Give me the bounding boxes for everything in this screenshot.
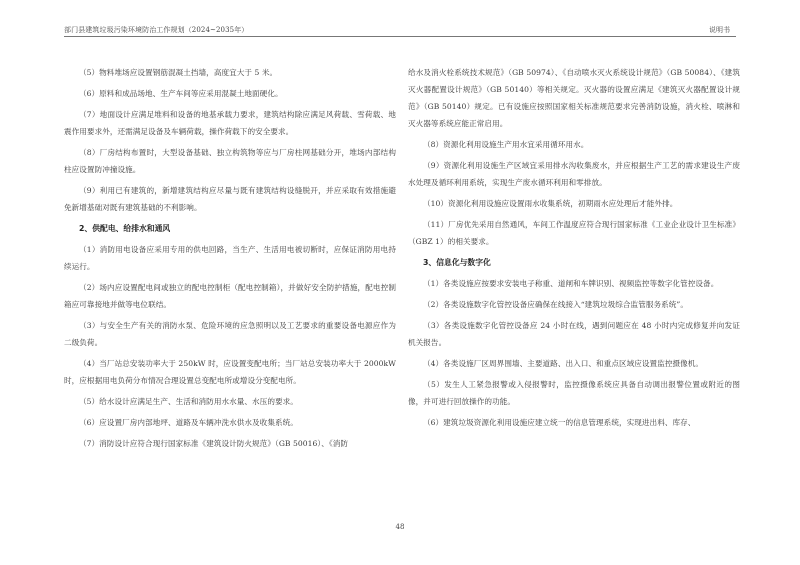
paragraph: （9）资源化利用设施生产区域宜采用排水沟收集废水，并应根据生产工艺的需求建设生产废水处理及循环利用系统，实现生产废水循环利用和零排放。 — [408, 161, 740, 187]
paragraph: （5）给水设计应满足生产、生活和消防用水水量、水压的要求。 — [79, 397, 298, 406]
document-title: 部门县建筑垃圾污染环境防治工作规划（2024~2035年） — [64, 26, 249, 34]
paragraph: （1）消防用电设备应采用专用的供电回路，当生产、生活用电被切断时，应保证消防用电持续运行。 — [64, 245, 396, 271]
left-column — [64, 64, 396, 456]
paragraph: （8）资源化利用设施生产用水宜采用循环用水。 — [423, 140, 589, 149]
paragraph: （2）场内应设置配电间或独立的配电控制柜（配电控制箱），并做好安全防护措施，配电控制箱应可靠接地并做等电位联结。 — [64, 283, 396, 309]
paragraph: （3）各类设施数字化管控设备应 24 小时在线，遇到问题应在 48 小时内完成修复并向发证机关报告。 — [408, 321, 740, 347]
section-label: 说明书 — [709, 26, 730, 34]
paragraph: （4）当厂站总安装功率大于 250kW 时，应设置变配电所；当厂站总安装功率大于 2000kW时，应根据用电负荷分布情况合理设置总变配电所或增设分变配电所。 — [64, 359, 396, 385]
paragraph: （11）厂房优先采用自然通风，车间工作温度应符合现行国家标准《工业企业设计卫生标准》（GBZ 1）的相关要求。 — [408, 220, 740, 246]
paragraph: （4）各类设施厂区周界围墙、主要道路、出入口、和重点区域应设置监控摄像机。 — [423, 359, 704, 368]
paragraph: （7）消防设计应符合现行国家标准《建筑设计防火规范》（GB 50016）、《消防 — [79, 439, 349, 448]
paragraph: （2）各类设施数字化管控设备应确保在线接入“建筑垃圾综合监管服务系统”。 — [423, 300, 688, 309]
paragraph: （3）与安全生产有关的消防水泵、危险环境的应急照明以及工艺要求的重要设备电源应作为二级负荷。 — [64, 321, 396, 347]
paragraph: （1）各类设施应按要求安装电子称重、道闸和车牌识别、视频监控等数字化管控设备。 — [423, 279, 719, 288]
paragraph: （6）应设置厂房内部地坪、道路及车辆冲洗水供水及收集系统。 — [79, 418, 298, 427]
paragraph: （6）原料和成品场地、生产车间等应采用混凝土地面硬化。 — [79, 89, 283, 98]
paragraph: （6）建筑垃圾资源化利用设施应建立统一的信息管理系统，实现进出料、库存、 — [423, 418, 696, 427]
paragraph: （10）资源化利用设施应设置雨水收集系统，初期雨水应处理后才能外排。 — [423, 199, 678, 208]
paragraph: （5）发生人工紧急报警或入侵报警时，监控摄像系统应具备自动调出报警位置或附近的图像，并可进行回放操作的功能。 — [408, 380, 740, 406]
paragraph: （7）地面设计应满足堆料和设备的地基承载力要求，建筑结构除应满足风荷载、雪荷载、地震作用要求外，还需满足设备及车辆荷载，操作荷载下的安全要求。 — [64, 110, 396, 136]
page-number: 48 — [395, 523, 405, 531]
paragraph: 给水及消火栓系统技术规范》（GB 50974）、《自动喷水灭火系统设计规范》（GB 50084）、《建筑灭火器配置设计规范》（GB 50140）等相关规定。灭火器的设置应满足《建筑灭火器配置设计规范》（GB 50140）规定。已有设施应按照国家相关标准规范要求完善消防设施，消火栓、喷淋和灭火器等系统应能正常启用。 — [408, 68, 740, 128]
header-divider — [64, 36, 736, 37]
right-column — [408, 64, 740, 435]
page-header — [0, 0, 800, 34]
section-heading: 2、供配电、给排水和通风 — [79, 224, 171, 233]
paragraph: （9）利用已有建筑的，新增建筑结构应尽量与既有建筑结构设缝脱开，并应采取有效措施避免新增基础对既有建筑基础的不利影响。 — [64, 186, 396, 212]
paragraph: （8）厂房结构布置时，大型设备基础、独立构筑物等应与厂房柱网基础分开，堆场内部结构柱应设置防冲撞设施。 — [64, 148, 396, 174]
paragraph: （5）物料堆场应设置钢筋混凝土挡墙，高度宜大于 5 米。 — [79, 68, 278, 77]
section-heading: 3、信息化与数字化 — [423, 258, 491, 267]
